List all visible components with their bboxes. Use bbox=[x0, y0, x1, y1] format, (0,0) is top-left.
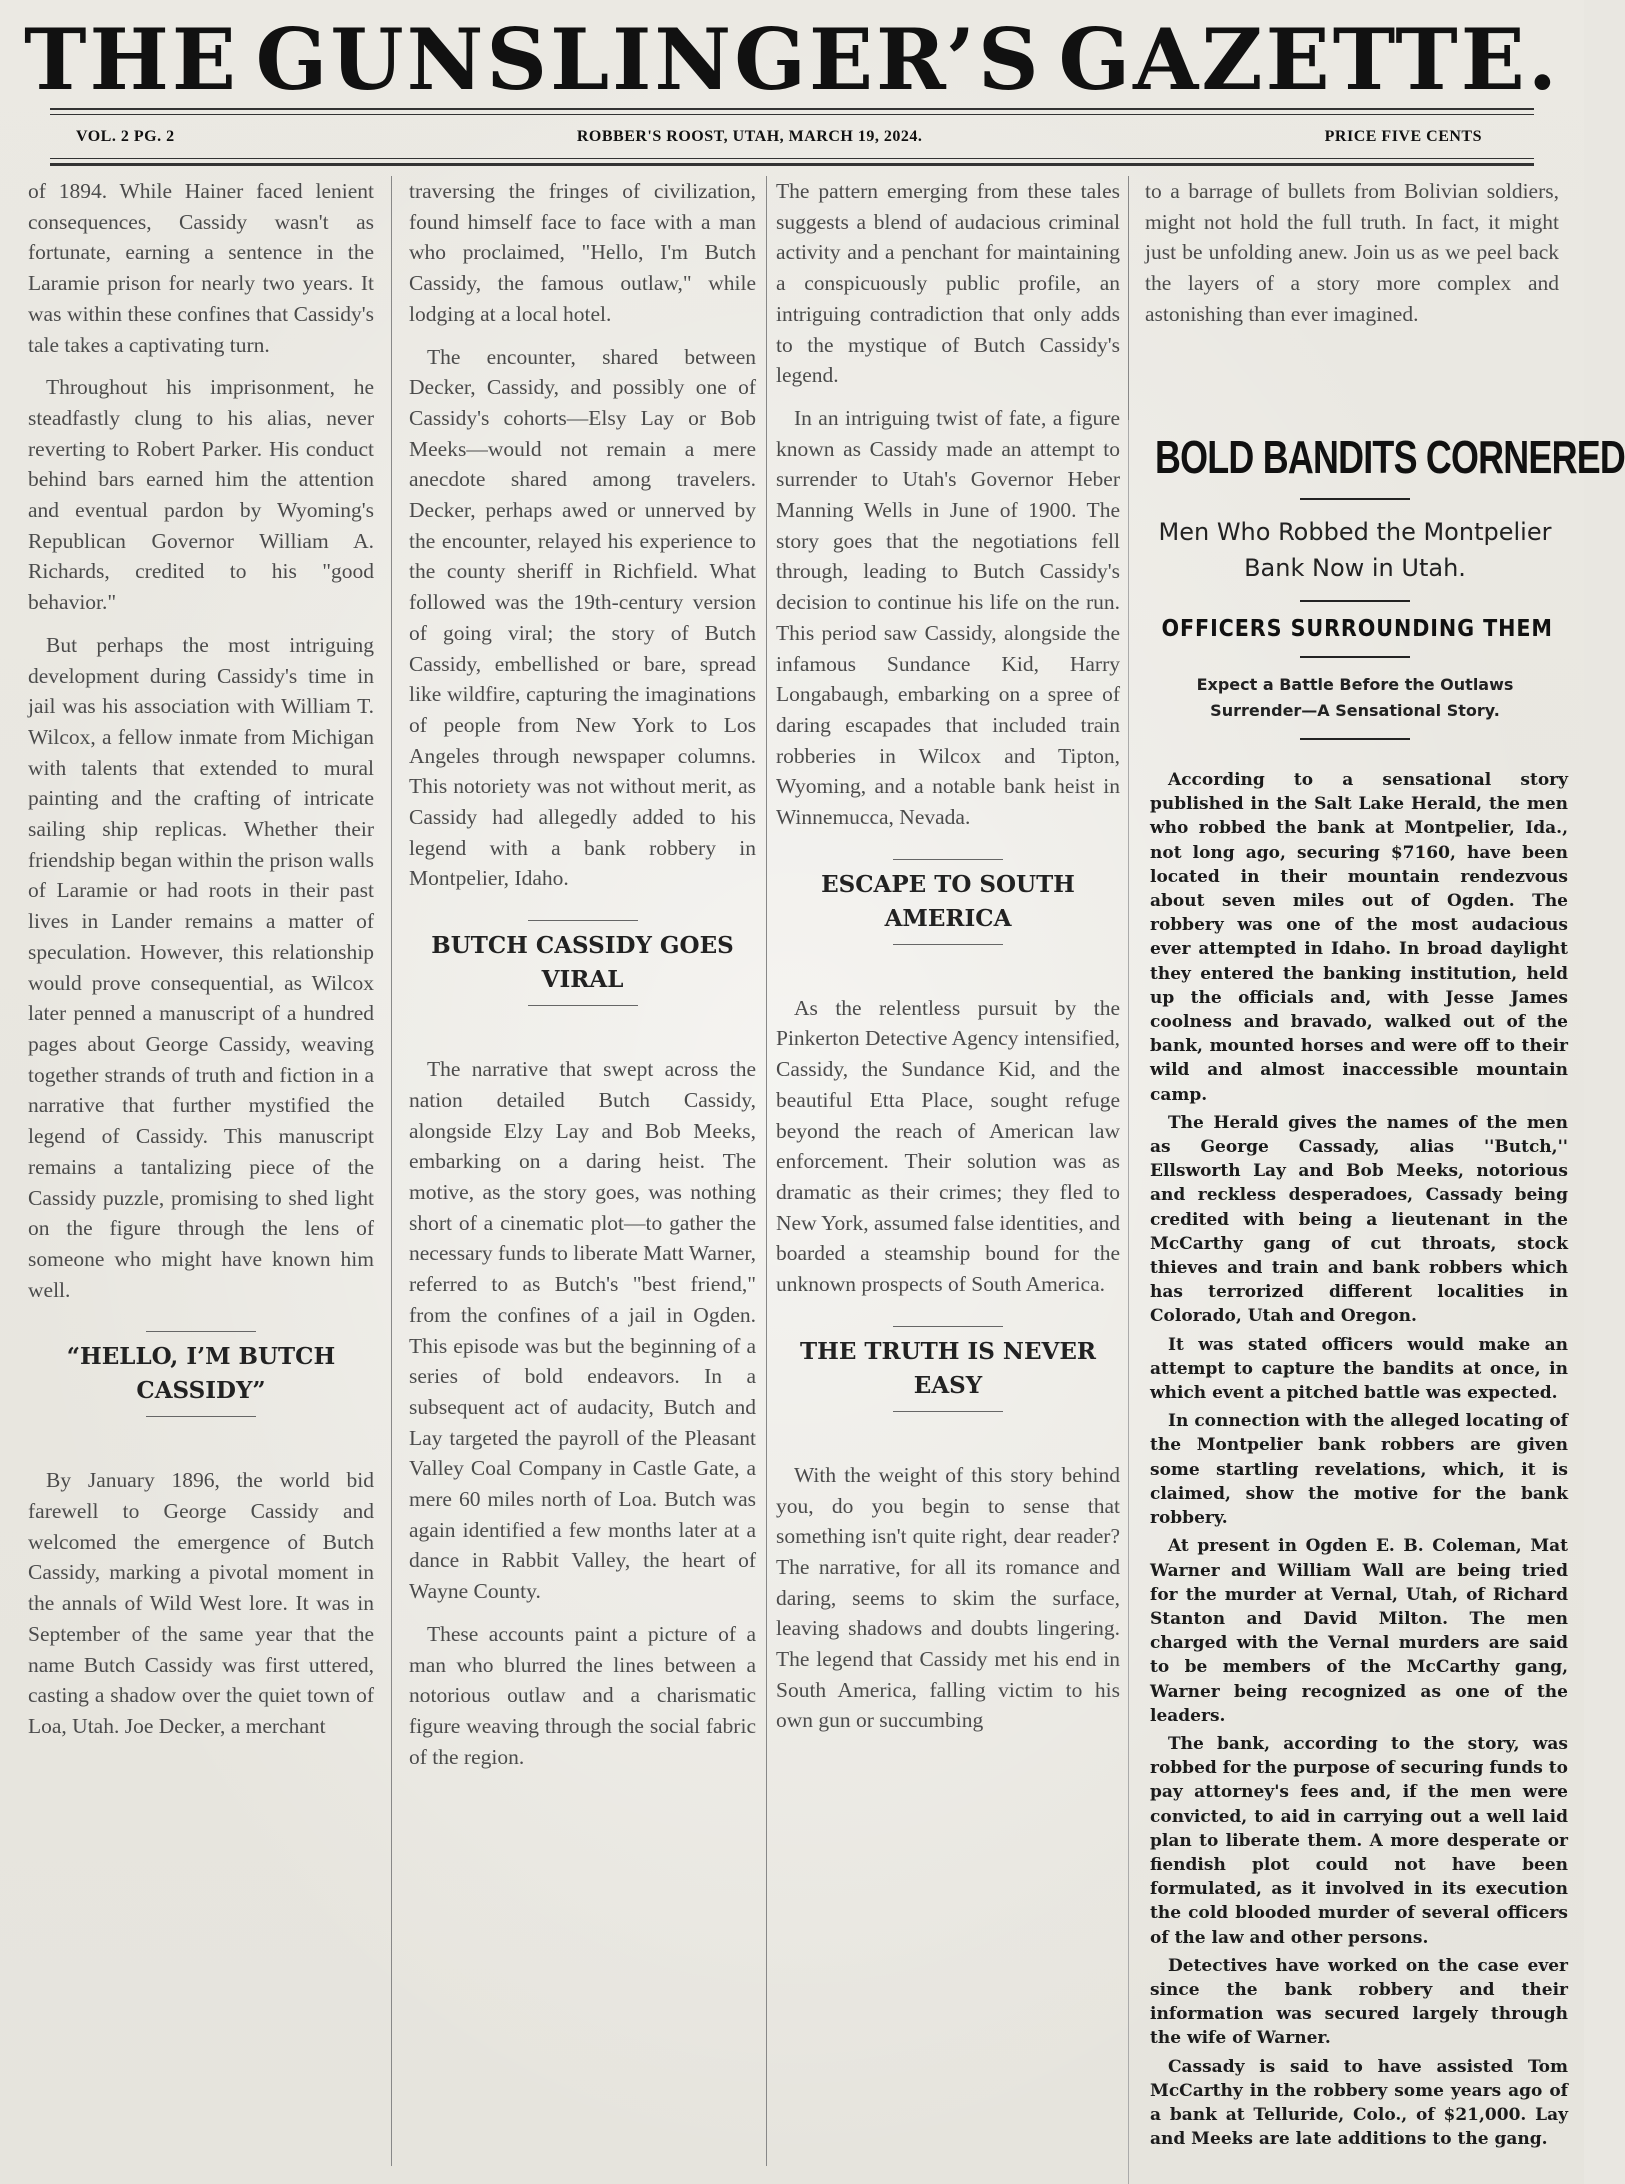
clipping-paragraph: According to a sensational story published in the Salt Lake Herald, the men who robbed the bank at Montpelier, Ida., not long ago, securing $7160, have been located in their mountain rendezvous about seven miles out of Ogden. The robbery was one of the most audacious ever attempted in Idaho. In broad daylight they entered the banking institution, held up the officials and, with Jesse James coolness and bravado, walked out of the bank, mounted horses and were off to their wild and almost inaccessible mountain camp. bbox=[1150, 770, 1568, 1105]
paragraph: As the relentless pursuit by the Pinkerton Detective Agency intensified, Cassidy, the Sundance Kid, and the beautiful Etta Place, sought refuge beyond the reach of American law enforcement. Their solution was as dramatic as their crimes; they fled to New York, assumed false identities, and boarded a steamship bound for the unknown prospects of South America. bbox=[776, 995, 1120, 1297]
paragraph: of 1894. While Hainer faced lenient consequences, Cassidy wasn't as fortunate, earning a sentence in the Laramie prison for nearly two years. It was within these confines that Cassidy's tale takes a captivating turn. bbox=[28, 179, 374, 357]
clipping-paragraph: The Herald gives the names of the men as George Cassady, alias ''Butch,'' Ellsworth Lay and Bob Meeks, notorious and reckless desperadoes, Cassady being credited with being a lieutenant in the McCarthy gang of cut throats, stock thieves and train and bank robbers which has terrorized different localities in Colorado, Utah and Oregon. bbox=[1150, 1112, 1568, 1327]
price: PRICE FIVE CENTS bbox=[1324, 128, 1482, 145]
article-column-3 bbox=[776, 176, 1120, 2166]
section-heading-viral: BUTCH CASSIDY GOES VIRAL bbox=[409, 920, 756, 1006]
paragraph: traversing the fringes of civilization, found himself face to face with a man who proclaimed, "Hello, I'm Butch Cassidy, the famous outlaw," while lodging at a local hotel. bbox=[409, 179, 756, 326]
paragraph: Throughout his imprisonment, he steadfastly clung to his alias, never reverting to Robert Parker. His conduct behind bars earned him the attention and eventual pardon by Wyoming's Republican Governor William A. Richards, credited to his "good behavior." bbox=[28, 375, 374, 615]
clipping-paragraph: At present in Ogden E. B. Coleman, Mat Warner and William Wall are being tried for the murder at Vernal, Utah, of Richard Stanton and David Milton. The men charged with the Vernal murders are said to be members of the McCarthy gang, Warner being recognized as one of the leaders. bbox=[1150, 1536, 1568, 1726]
clipping-subhead-officers: OFFICERS SURROUNDING THEM bbox=[1161, 616, 1553, 642]
article-column-2 bbox=[409, 176, 756, 2166]
clipping-paragraph: Detectives have worked on the case ever since the bank robbery and their information was secured largely through the wife of Warner. bbox=[1150, 1955, 1568, 2049]
masthead bbox=[24, 9, 1560, 109]
section-heading-truth: THE TRUTH IS NEVER EASY bbox=[776, 1326, 1120, 1412]
clipping-paragraph: Cassady is said to have assisted Tom McCarthy in the robbery some years ago of a bank at Telluride, Colo., of $21,000. Lay and Meeks are late additions to the gang. bbox=[1150, 2056, 1568, 2150]
clipping-body bbox=[1150, 768, 1568, 2151]
info-rule-thick bbox=[50, 163, 1534, 166]
clipping-subhead: Men Who Robbed the Montpelier Bank Now in Utah. bbox=[1158, 518, 1552, 582]
paragraph: The pattern emerging from these tales suggests a blend of audacious criminal activity and a penchant for maintaining a conspicuously public profile, an intriguing contradiction that only adds to the mystique of Butch Cassidy's legend. bbox=[776, 179, 1120, 388]
clipping-paragraph: It was stated officers would make an attempt to capture the bandits at once, in which event a pitched battle was expected. bbox=[1150, 1334, 1568, 1404]
historic-clipping bbox=[1140, 420, 1625, 2184]
dateline: ROBBER'S ROOST, UTAH, MARCH 19, 2024. bbox=[576, 128, 923, 145]
clipping-headline: BOLD BANDITS CORNERED bbox=[1155, 431, 1625, 483]
paragraph: These accounts paint a picture of a man who blurred the lines between a notorious outlaw and a charismatic figure weaving through the social fabric of the region. bbox=[409, 1621, 756, 1769]
info-bar bbox=[76, 124, 1482, 150]
masthead-word-gunslingers: GUNSLINGER’S bbox=[255, 9, 1042, 109]
paragraph: With the weight of this story behind you, do you begin to sense that something isn't quite right, dear reader? The narrative, for all its romance and daring, seems to skim the surface, leaving shadows and doubts lingering. The legend that Cassidy met his end in South America, falling victim to his own gun or succumbing bbox=[776, 1462, 1120, 1733]
volume-page: VOL. 2 PG. 2 bbox=[76, 128, 175, 145]
clipping-border bbox=[1128, 420, 1129, 2184]
paragraph: In an intriguing twist of fate, a figure known as Cassidy made an attempt to surrender to Utah's Governor Heber Manning Wells in June of 1900. The story goes that the negotiations fell through, leading to Butch Cassidy's decision to continue his life on the run. This period saw Cassidy, alongside the infamous Sundance Kid, Harry Longabaugh, embarking on a spree of daring escapades that included train robberies in Wilcox and Tipton, Wyoming, and a notable bank heist in Winnemucca, Nevada. bbox=[776, 405, 1120, 830]
section-heading-hello: “HELLO, I’M BUTCH CASSIDY” bbox=[28, 1331, 374, 1417]
clipping-paragraph: In connection with the alleged locating of the Montpelier bank robbers are given some startling revelations, which, it is claimed, show the motive for the bank robbery. bbox=[1150, 1411, 1568, 1529]
article-column-4 bbox=[1145, 176, 1559, 416]
clipping-rule bbox=[1300, 600, 1410, 602]
paragraph: But perhaps the most intriguing development during Cassidy's time in jail was his association with William T. Wilcox, a fellow inmate from Michigan with talents that extended to mural painting and the crafting of intricate sailing ship replicas. Whether their friendship began within the prison walls of Laramie or had roots in their past lives in Lander remains a matter of speculation. However, this relationship would prove consequential, as Wilcox later penned a manuscript of a hundred pages about George Cassidy, weaving together strands of truth and fiction in a narrative that further mystified the legend of Cassidy. This manuscript remains a tantalizing piece of the Cassidy puzzle, promising to shed light on the figure through the lens of someone who might have known him well. bbox=[28, 632, 374, 1302]
column-divider bbox=[1128, 176, 1129, 420]
paragraph: By January 1896, the world bid farewell to George Cassidy and welcomed the emergence of Butch Cassidy, marking a pivotal moment in the annals of Wild West lore. It was in September of the same year that the name Butch Cassidy was first uttered, casting a shadow over the quiet town of Loa, Utah. Joe Decker, a merchant bbox=[28, 1468, 374, 1738]
clipping-rule bbox=[1300, 498, 1410, 500]
clipping-deck: Expect a Battle Before the Outlaws Surrender—A Sensational Story. bbox=[1196, 675, 1514, 720]
masthead-rule-top-thin bbox=[50, 114, 1534, 115]
clipping-rule bbox=[1300, 738, 1410, 740]
column-divider bbox=[391, 176, 392, 2166]
section-heading-escape: ESCAPE TO SOUTH AMERICA bbox=[776, 859, 1120, 945]
clipping-rule bbox=[1300, 656, 1410, 658]
clipping-paragraph: The bank, according to the story, was robbed for the purpose of securing funds to pay attorney's fees and, if the men were convicted, to aid in carrying out a well laid plan to liberate them. A more desperate or fiendish plot could not have been formulated, as it involved in its execution the cold blooded murder of several officers of the law and other persons. bbox=[1150, 1733, 1568, 1948]
masthead-word-the: THE bbox=[24, 9, 239, 109]
masthead-word-gazette: GAZETTE. bbox=[1058, 9, 1560, 109]
article-column-1 bbox=[28, 176, 374, 2166]
column-divider bbox=[766, 176, 767, 2166]
masthead-rule-top bbox=[50, 108, 1534, 110]
paragraph: The narrative that swept across the nation detailed Butch Cassidy, alongside Elzy Lay and Bob Meeks, embarking on a daring heist. The motive, as the story goes, was nothing short of a cinematic plot—to gather the necessary funds to liberate Matt Warner, referred to as Butch's "best friend," from the confines of a jail in Ogden. This episode was but the beginning of a series of bold endeavors. In a subsequent act of audacity, Butch and Lay targeted the payroll of the Pleasant Valley Coal Company in Castle Gate, a mere 60 miles north of Loa. Butch was again identified a few months later at a dance in Rabbit Valley, the heart of Wayne County. bbox=[409, 1057, 756, 1604]
info-rule-thin bbox=[50, 158, 1534, 159]
paragraph: to a barrage of bullets from Bolivian soldiers, might not hold the full truth. In fact, it might just be unfolding anew. Join us as we peel back the layers of a story more complex and astonishing than ever imagined. bbox=[1145, 179, 1559, 326]
paragraph: The encounter, shared between Decker, Cassidy, and possibly one of Cassidy's cohorts—Elsy Lay or Bob Meeks—would not remain a mere anecdote shared among travelers. Decker, perhaps awed or unnerved by the encounter, relayed his experience to the county sheriff in Richfield. What followed was the 19th-century version of going viral; the story of Butch Cassidy, embellished or bare, spread like wildfire, capturing the imaginations of people from New York to Los Angeles through newspaper columns. This notoriety was not without merit, as Cassidy had allegedly added to his legend with a bank robbery in Montpelier, Idaho. bbox=[409, 344, 756, 891]
